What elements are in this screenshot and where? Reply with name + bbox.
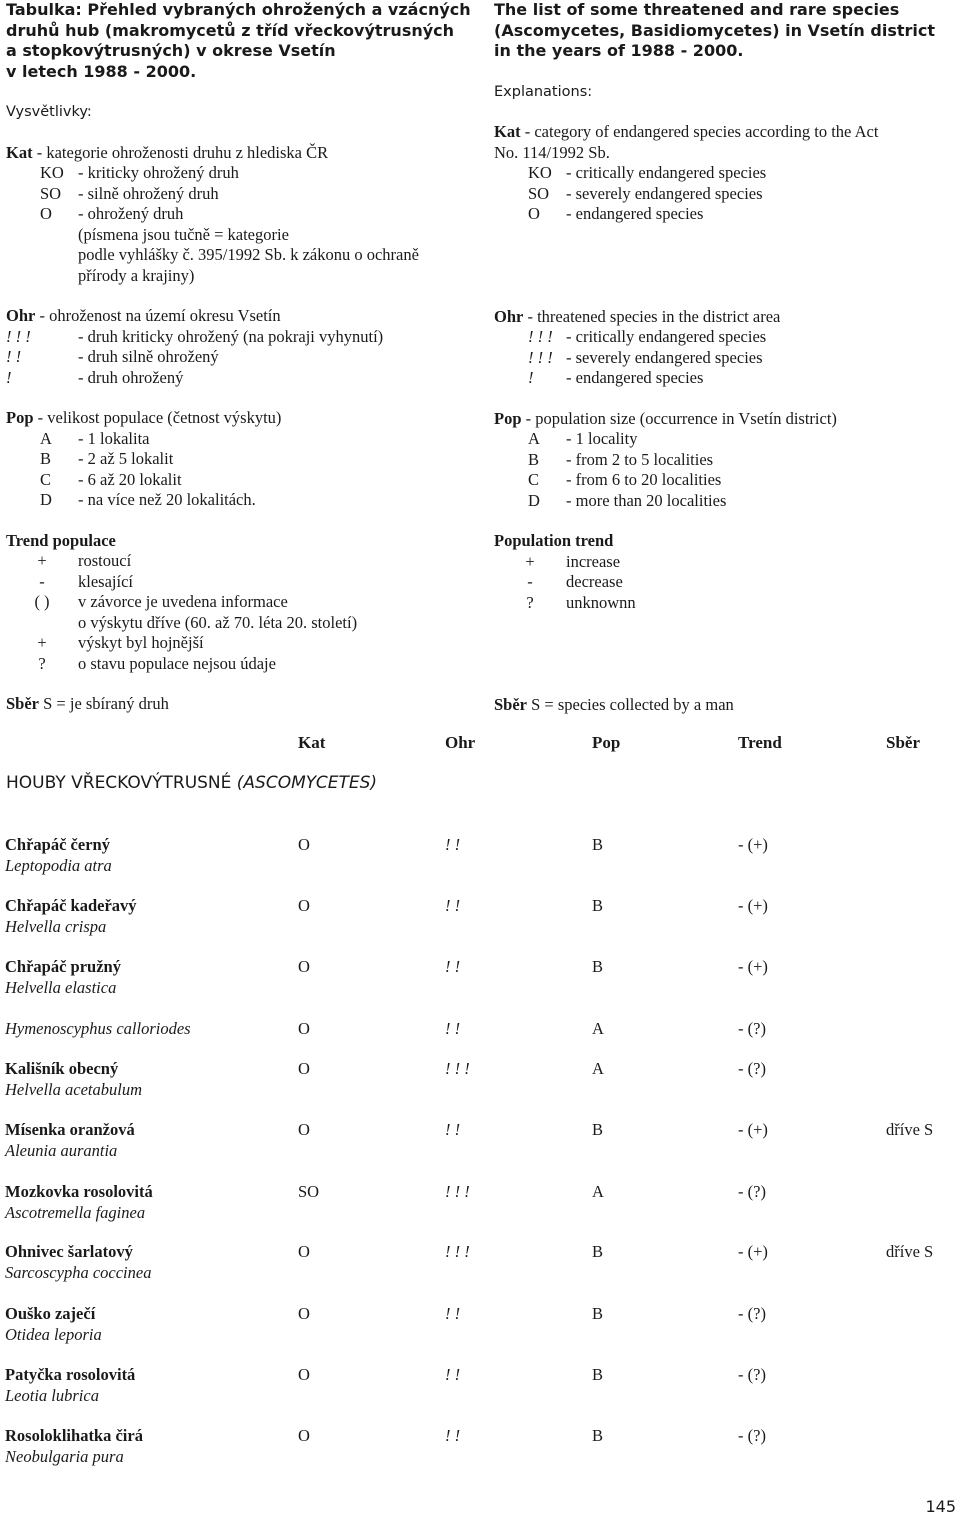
cz-trend-item: ( ) v závorce je uvedena informace xyxy=(34,592,288,611)
cz-ohr-item: ! - druh ohrožený xyxy=(6,367,184,387)
species-czech-name: Ouško zaječí xyxy=(5,1304,96,1323)
trend-value: - (+) xyxy=(738,896,768,915)
ohr-value: ! ! xyxy=(445,835,461,854)
trend-value: - (+) xyxy=(738,957,768,976)
table-header xyxy=(0,733,960,755)
table-row xyxy=(0,1059,960,1101)
en-trend-item: ? unknownn xyxy=(526,592,636,612)
ohr-value: ! ! ! xyxy=(445,1059,470,1078)
en-sber-term: Sběr xyxy=(494,695,527,714)
kat-value: O xyxy=(298,1426,310,1445)
cz-title-line: druhů hub (makromycetů z tříd vřeckovýtrusných xyxy=(6,20,455,40)
en-kat-desc: - category of endangered species according to the Act xyxy=(520,122,879,141)
table-row xyxy=(0,1242,960,1284)
ohr-value: ! ! xyxy=(445,1304,461,1323)
trend-value: - (+) xyxy=(738,1242,768,1261)
kat-value: SO xyxy=(298,1182,320,1201)
ohr-value: ! ! xyxy=(445,1019,461,1038)
table-row xyxy=(0,896,960,938)
trend-value: - (?) xyxy=(738,1365,766,1384)
ohr-value: ! ! xyxy=(445,1365,461,1384)
table-row xyxy=(0,1019,960,1061)
species-czech-name: Mísenka oranžová xyxy=(5,1120,135,1139)
cz-pop-item: C - 6 až 20 lokalit xyxy=(40,469,182,489)
cz-trend-item: + rostoucí xyxy=(37,551,132,570)
en-trend-item: + increase xyxy=(525,551,621,571)
cz-pop-desc: - velikost populace (četnost výskytu) xyxy=(33,408,282,427)
cz-title-line: a stopkovýtrusných) v okrese Vsetín xyxy=(6,41,336,60)
cz-kat-note: (písmena jsou tučně = kategorie xyxy=(78,224,289,244)
en-pop-term: Pop xyxy=(494,408,522,428)
cz-pop-item: D - na více než 20 lokalitách. xyxy=(40,490,256,509)
cz-kat-block xyxy=(6,143,476,287)
species-czech-name: Kališník obecný xyxy=(5,1059,119,1078)
en-pop-item: D - more than 20 localities xyxy=(528,490,727,510)
cz-ohr-term: Ohr xyxy=(6,306,36,325)
sber-value: dříve S xyxy=(886,1242,934,1261)
page-number: 145 xyxy=(925,1497,956,1516)
kat-value: O xyxy=(298,835,310,854)
ohr-value: ! ! xyxy=(445,1426,461,1445)
header-sber: Sběr xyxy=(886,733,920,752)
cz-ohr-item: ! ! - druh silně ohrožený xyxy=(6,347,219,366)
en-kat-item: SO - severely endangered species xyxy=(528,183,763,203)
pop-value: A xyxy=(592,1059,604,1078)
cz-trend-sub: o výskytu dříve (60. až 70. léta 20. století) xyxy=(78,612,358,632)
en-explanations-label: Explanations: xyxy=(494,83,593,100)
header-ohr: Ohr xyxy=(445,733,476,752)
cz-ohr-item: ! ! ! - druh kriticky ohrožený (na pokraji vyhynutí) xyxy=(6,326,384,346)
species-latin-name: Otidea leporia xyxy=(5,1325,102,1344)
trend-value: - (?) xyxy=(738,1182,766,1201)
table-row xyxy=(0,1304,960,1346)
cz-trend-block xyxy=(6,531,476,675)
cz-title-line: Tabulka: Přehled vybraných ohrožených a vzácných xyxy=(6,0,471,19)
table-row xyxy=(0,1426,960,1468)
species-latin-name: Helvella elastica xyxy=(5,978,117,997)
en-trend-term: Population trend xyxy=(494,531,614,550)
species-latin-name: Ascotremella faginea xyxy=(5,1203,146,1222)
cz-sber-desc: S = je sbíraný druh xyxy=(39,694,169,713)
czech-legend-column xyxy=(6,0,476,715)
trend-value: - (+) xyxy=(738,835,768,854)
trend-value: - (+) xyxy=(738,1120,768,1139)
en-title-line: (Ascomycetes, Basidiomycetes) in Vsetín district xyxy=(494,20,935,40)
en-trend-block xyxy=(494,531,958,613)
pop-value: B xyxy=(592,1426,604,1445)
en-kat-desc-2: No. 114/1992 Sb. xyxy=(494,142,610,162)
section-heading xyxy=(6,772,377,794)
table-row xyxy=(0,835,960,877)
cz-sber-term: Sběr xyxy=(6,694,39,713)
ohr-value: ! ! ! xyxy=(445,1242,470,1261)
en-pop-block xyxy=(494,409,958,512)
en-kat-item: O - endangered species xyxy=(528,204,704,223)
pop-value: B xyxy=(592,1304,604,1323)
en-ohr-item: ! ! ! - severely endangered species xyxy=(528,347,763,367)
cz-pop-item: B - 2 až 5 lokalit xyxy=(40,449,174,468)
cz-ohr-block xyxy=(6,306,476,388)
pop-value: A xyxy=(592,1182,604,1201)
cz-trend-item: ? o stavu populace nejsou údaje xyxy=(38,653,276,673)
section-heading-cz: HOUBY VŘECKOVÝTRUSNÉ xyxy=(6,773,232,793)
kat-value: O xyxy=(298,957,310,976)
species-latin-name: Sarcoscypha coccinea xyxy=(5,1263,152,1282)
en-sber-desc: S = species collected by a man xyxy=(527,695,734,714)
en-trend-item: - decrease xyxy=(527,572,623,591)
species-latin-name: Aleunia aurantia xyxy=(5,1141,118,1160)
species-czech-name: Patyčka rosolovitá xyxy=(5,1365,136,1384)
kat-value: O xyxy=(298,1019,310,1038)
ohr-value: ! ! xyxy=(445,896,461,915)
cz-ohr-desc: - ohroženost na území okresu Vsetín xyxy=(35,306,281,325)
table-row xyxy=(0,1182,960,1224)
header-trend: Trend xyxy=(738,733,782,752)
species-latin-name: Leptopodia atra xyxy=(5,856,112,875)
kat-value: O xyxy=(298,1242,310,1261)
en-sber-block xyxy=(494,695,958,716)
en-ohr-term: Ohr xyxy=(494,306,524,326)
en-ohr-block xyxy=(494,307,958,389)
sber-value: dříve S xyxy=(886,1120,934,1139)
header-pop: Pop xyxy=(592,733,621,752)
pop-value: A xyxy=(592,1019,604,1038)
species-czech-name: Chřapáč černý xyxy=(5,835,110,854)
en-title-line: The list of some threatened and rare species xyxy=(494,0,900,19)
cz-explanations-label: Vysvětlivky: xyxy=(6,104,92,120)
trend-value: - (?) xyxy=(738,1019,766,1038)
species-latin-name: Helvella acetabulum xyxy=(5,1080,142,1099)
species-latin-name: Hymenoscyphus calloriodes xyxy=(5,1019,191,1038)
en-title-line: in the years of 1988 - 2000. xyxy=(494,41,744,60)
cz-kat-item: SO - silně ohrožený druh xyxy=(40,183,219,203)
en-pop-desc: - population size (occurrence in Vsetín district) xyxy=(521,408,837,428)
en-ohr-desc: - threatened species in the district area xyxy=(523,306,781,326)
pop-value: B xyxy=(592,1120,604,1139)
en-kat-block xyxy=(494,122,958,225)
cz-kat-note: podle vyhlášky č. 395/1992 Sb. k zákonu o ochraně xyxy=(78,245,419,264)
pop-value: B xyxy=(592,957,604,976)
species-czech-name: Mozkovka rosolovitá xyxy=(5,1182,153,1201)
pop-value: B xyxy=(592,1365,604,1384)
kat-value: O xyxy=(298,1365,310,1384)
cz-title xyxy=(6,0,476,82)
ohr-value: ! ! xyxy=(445,1120,461,1139)
pop-value: B xyxy=(592,896,604,915)
en-kat-term: Kat xyxy=(494,122,521,141)
en-title xyxy=(494,0,958,62)
en-ohr-item: ! - endangered species xyxy=(528,368,704,387)
header-kat: Kat xyxy=(298,733,326,752)
table-row xyxy=(0,1120,960,1162)
species-latin-name: Leotia lubrica xyxy=(5,1386,99,1405)
cz-trend-term: Trend populace xyxy=(6,530,116,550)
trend-value: - (?) xyxy=(738,1059,766,1078)
table-row xyxy=(0,957,960,999)
trend-value: - (?) xyxy=(738,1304,766,1323)
cz-kat-term: Kat xyxy=(6,142,33,162)
species-latin-name: Neobulgaria pura xyxy=(5,1447,124,1466)
kat-value: O xyxy=(298,1120,310,1139)
english-legend-column xyxy=(494,0,958,716)
species-czech-name: Rosoloklihatka čirá xyxy=(5,1426,143,1445)
kat-value: O xyxy=(298,1059,310,1078)
kat-value: O xyxy=(298,1304,310,1323)
pop-value: B xyxy=(592,1242,604,1261)
cz-title-line: v letech 1988 - 2000. xyxy=(6,61,197,81)
species-czech-name: Chřapáč pružný xyxy=(5,957,121,976)
cz-trend-item: + výskyt byl hojnější xyxy=(37,633,204,652)
en-pop-item: A - 1 locality xyxy=(528,429,638,448)
cz-kat-note: přírody a krajiny) xyxy=(78,265,195,285)
ohr-value: ! ! xyxy=(445,957,461,976)
cz-kat-desc: - kategorie ohroženosti druhu z hlediska ČR xyxy=(32,142,329,162)
species-czech-name: Ohnivec šarlatový xyxy=(5,1242,133,1261)
section-heading-latin: (ASCOMYCETES) xyxy=(236,773,378,793)
species-latin-name: Helvella crispa xyxy=(5,917,107,936)
en-pop-item: B - from 2 to 5 localities xyxy=(528,449,714,469)
ohr-value: ! ! ! xyxy=(445,1182,470,1201)
en-ohr-item: ! ! ! - critically endangered species xyxy=(528,327,767,346)
cz-pop-item: A - 1 lokalita xyxy=(40,428,150,448)
cz-kat-item: O - ohrožený druh xyxy=(40,204,184,223)
cz-sber-block xyxy=(6,694,476,715)
cz-pop-term: Pop xyxy=(6,408,34,427)
pop-value: B xyxy=(592,835,604,854)
kat-value: O xyxy=(298,896,310,915)
en-kat-item: KO - critically endangered species xyxy=(528,163,767,182)
table-row xyxy=(0,1365,960,1407)
species-czech-name: Chřapáč kadeřavý xyxy=(5,896,137,915)
cz-kat-item: KO - kriticky ohrožený druh xyxy=(40,163,239,182)
cz-pop-block xyxy=(6,408,476,511)
trend-value: - (?) xyxy=(738,1426,766,1445)
en-pop-item: C - from 6 to 20 localities xyxy=(528,470,722,489)
cz-trend-item: - klesající xyxy=(39,571,133,591)
